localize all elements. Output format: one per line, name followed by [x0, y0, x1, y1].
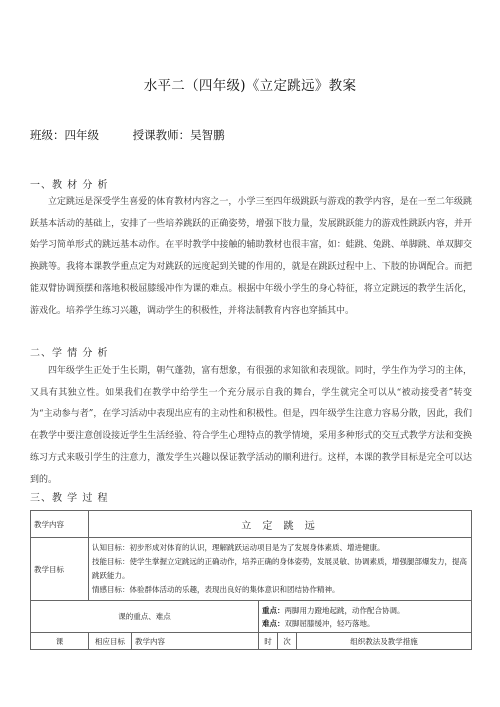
goals-label: 教学目标 — [31, 538, 89, 601]
table-row — [31, 511, 472, 538]
key-point-text: 两脚用力蹬地起跳，动作配合协调。 — [284, 605, 405, 615]
goal-affective: 情感目标：体验群体活动的乐趣，表现出良好的集体意识和团结协作精神。 — [92, 585, 340, 594]
header-content: 教学内容 — [132, 633, 259, 650]
key-point-label: 重点： — [262, 605, 285, 615]
teacher-label: 授课教师：吴智鹏 — [132, 128, 225, 142]
difficulty-text: 双脚屈膝缓冲，轻巧落地。 — [284, 618, 375, 628]
header-methods: 组织教法及教学措施 — [297, 633, 472, 650]
key-label: 课的重点、难点 — [31, 601, 259, 633]
key-point-line — [262, 604, 468, 617]
lesson-plan-table — [30, 510, 472, 650]
content-value: 立 定 跳 远 — [89, 511, 472, 538]
table-header-row — [31, 633, 472, 650]
content-label: 教学内容 — [31, 511, 89, 538]
class-label: 班级：四年级 — [30, 128, 99, 142]
lesson-meta — [30, 127, 255, 143]
analysis-paragraph: 立定跳远是深受学生喜爱的体育教材内容之一，小学三至四年级跳跃与游戏的教学内容，是在一至二年级跳跃基本活动的基础上，安排了一些培养跳跃的正确姿势，增强下肢力量，发展跳跃能力的游戏性跳跃内容，并开始学习简单形式的跳远基本动作。在平时教学中接触的辅助教材也很丰富，如：蛙跳、兔跳、单脚跳、单双脚交换跳等。我将本课教学重点定为对跳跃的远度起到关键的作用的，就是在跳跃过程中上、下肢的协调配合。而把能双臂协调预摆和落地积极屈膝缓冲作为课的难点。根据中年级小学生的身心特征，将立定跳远的教学生活化，游戏化。培养学生练习兴趣，调动学生的积极性，并将法制教育内容也穿插其中。 — [30, 197, 472, 316]
goals-cell — [89, 538, 472, 601]
header-lesson: 课 — [31, 633, 89, 650]
table-row — [31, 538, 472, 601]
goal-skill: 技能目标：使学生掌握立定跳远的正确动作，培养正确的身体姿势，发展灵敏、协调素质，增强腿部爆发力，提高跳跃能力。 — [92, 557, 467, 580]
key-cell — [259, 601, 472, 633]
page-title: 水平二（四年级)《立定跳远》教案 — [143, 78, 357, 94]
process-heading: 三、教 学 过 程 — [30, 493, 109, 504]
goal-cognitive: 认知目标：初步形成对体育的认识，理解跳跃运动项目是为了发展身体素质、增进健康。 — [92, 543, 385, 552]
table-row — [31, 601, 472, 633]
learner-paragraph: 四年级学生正处于生长期，朝气蓬勃，富有想象，有很强的求知欲和表现欲。同时，学生作为学习的主体，又具有其独立性。如果我们在教学中给学生一个充分展示自我的舞台，学生就完全可以从“被动接受者”转变为“主动参与者”，在学习活动中表现出应有的主动性和积极性。但是，四年级学生注意力容易分散，因此，我们在教学中要注意创设接近学生生活经验、符合学生心理特点的教学情境，采用多种形式的交互式教学方法和变换练习方式来吸引学生的注意力，激发学生兴趣以保证教学活动的顺利进行。这样，本课的教学目标是完全可以达到的。 — [30, 366, 472, 485]
difficulty-line — [262, 617, 468, 630]
difficulty-label: 难点： — [262, 618, 285, 628]
header-target: 相应目标 — [89, 633, 132, 650]
header-count: 次 — [278, 633, 297, 650]
learner-heading: 二、学 情 分 析 — [30, 348, 109, 359]
analysis-heading: 一、教 材 分 析 — [30, 180, 109, 191]
header-time: 时 — [259, 633, 278, 650]
